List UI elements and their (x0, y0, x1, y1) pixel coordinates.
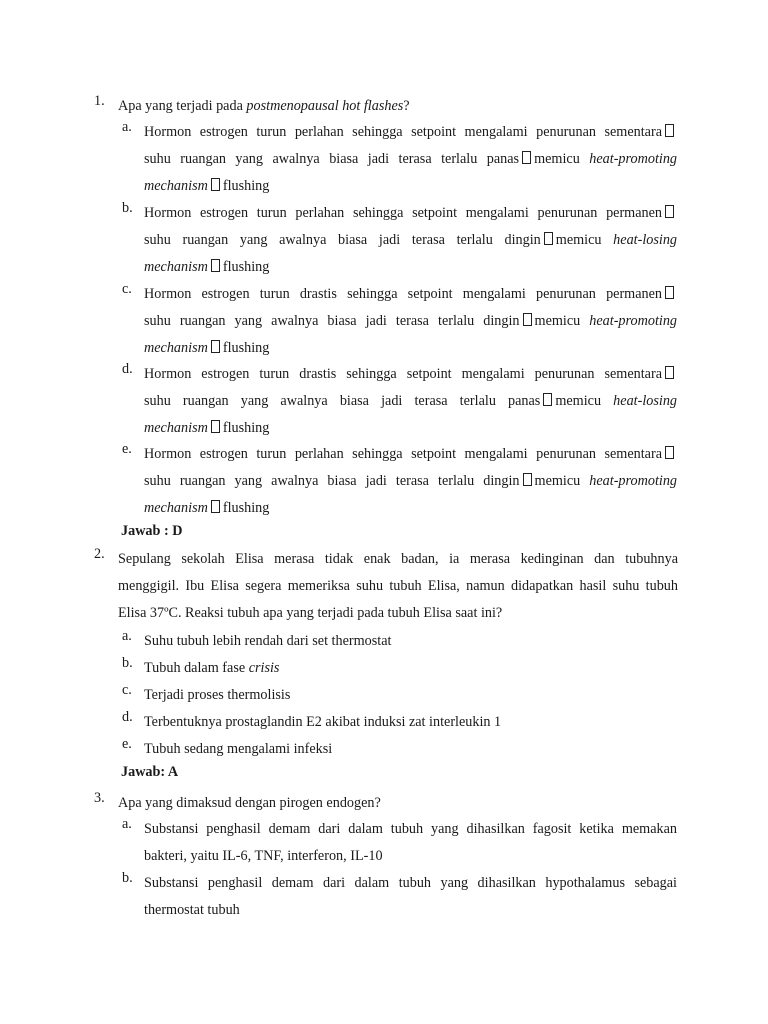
option-line (144, 495, 677, 522)
option-line (144, 335, 677, 362)
option-line-text: Hormon estrogen turun perlahan sehingga setpoint mengalami penurunan permanen (144, 205, 662, 221)
option-italic-term: heat-losing (613, 232, 678, 248)
question-number: 3. (94, 790, 105, 806)
option-line-text: memicu (555, 232, 614, 248)
option-line-text: suhu ruangan yang awalnya biasa jadi terasa terlalu dingin (144, 473, 520, 489)
option-line-text: Tubuh dalam fase (144, 660, 249, 676)
symbol-box-icon (665, 446, 674, 459)
option-line-text: suhu ruangan yang awalnya biasa jadi terasa terlalu dingin (144, 232, 541, 248)
symbol-box-icon (544, 232, 553, 245)
option-label: d. (122, 361, 133, 377)
option-label: a. (122, 628, 132, 644)
option-line: Substansi penghasil demam dari dalam tubuh yang dihasilkan hypothalamus sebagai (144, 875, 677, 891)
option-line-text: flushing (222, 340, 270, 356)
option-text (144, 281, 677, 362)
option-text (144, 709, 677, 736)
option-text (144, 361, 677, 442)
option-line (144, 441, 677, 468)
option-line (144, 227, 677, 254)
option-label: a. (122, 119, 132, 135)
option-line (144, 146, 677, 173)
option-line-text: memicu (555, 393, 614, 409)
option-text (144, 682, 677, 709)
option-line-text: flushing (222, 420, 270, 436)
option-line: bakteri, yaitu IL-6, TNF, interferon, IL-10 (144, 848, 383, 864)
option-line-text: flushing (222, 500, 270, 516)
option-label: d. (122, 709, 133, 725)
option-label: b. (122, 655, 133, 671)
symbol-box-icon (523, 313, 532, 326)
symbol-box-icon (665, 286, 674, 299)
option-italic-term: mechanism (144, 259, 208, 275)
symbol-box-icon (522, 151, 531, 164)
option-italic-term: crisis (248, 660, 280, 676)
option-line-text: suhu ruangan yang awalnya biasa jadi terasa terlalu dingin (144, 313, 520, 329)
option-line: thermostat tubuh (144, 902, 240, 918)
question-number: 2. (94, 546, 105, 562)
option-line (144, 254, 677, 281)
symbol-box-icon (211, 420, 220, 433)
option-line-text: flushing (222, 259, 270, 275)
option-line-text: Terbentuknya prostaglandin E2 akibat induksi zat interleukin 1 (144, 714, 502, 730)
option-line (144, 388, 677, 415)
option-line (144, 415, 677, 442)
option-italic-term: mechanism (144, 420, 208, 436)
symbol-box-icon (543, 393, 552, 406)
question-stem: Sepulang sekolah Elisa merasa tidak enak badan, ia merasa kedinginan dan tubuhnya menggigil. Ibu Elisa segera memeriksa suhu tubuh Elisa, namun didapatkan hasil suhu tubuh Elisa 37ºC. Reaksi tubuh apa yang terjadi pada tubuh Elisa saat ini? (118, 551, 678, 621)
option-line (144, 200, 677, 227)
option-line-text: Hormon estrogen turun drastis sehingga setpoint mengalami penurunan permanen (144, 286, 662, 302)
option-italic-term: mechanism (144, 178, 208, 194)
symbol-box-icon (523, 473, 532, 486)
option-italic-term: heat-promoting (589, 473, 678, 489)
option-line-text: Hormon estrogen turun drastis sehingga setpoint mengalami penurunan sementara (144, 366, 662, 382)
option-line (144, 281, 677, 308)
option-line-text: Terjadi proses thermolisis (144, 687, 291, 703)
option-label: b. (122, 870, 133, 886)
question-stem: Apa yang dimaksud dengan pirogen endogen? (118, 795, 381, 811)
answer-key: Jawab : D (121, 523, 183, 539)
option-line-text: Tubuh sedang mengalami infeksi (144, 741, 333, 757)
option-text (144, 870, 677, 924)
option-line-text: Hormon estrogen turun perlahan sehingga setpoint mengalami penurunan sementara (144, 446, 662, 462)
option-label: c. (122, 281, 132, 297)
answer-key: Jawab: A (121, 764, 179, 780)
option-text (144, 200, 677, 281)
option-text (144, 441, 677, 522)
option-line-text: Suhu tubuh lebih rendah dari set thermostat (144, 633, 392, 649)
option-italic-term: mechanism (144, 340, 208, 356)
symbol-box-icon (211, 340, 220, 353)
option-line (144, 308, 677, 335)
option-line (144, 119, 677, 146)
option-line (144, 361, 677, 388)
option-line-text: memicu (534, 151, 590, 167)
symbol-box-icon (665, 205, 674, 218)
option-line-text: flushing (222, 178, 270, 194)
option-label: c. (122, 682, 132, 698)
option-text (144, 816, 677, 870)
option-label: e. (122, 441, 132, 457)
symbol-box-icon (211, 259, 220, 272)
option-text (144, 628, 677, 655)
question-stem: Apa yang terjadi pada postmenopausal hot flashes? (118, 98, 410, 114)
option-label: b. (122, 200, 133, 216)
option-line-text: suhu ruangan yang awalnya biasa jadi terasa terlalu panas (144, 151, 520, 167)
option-line: Substansi penghasil demam dari dalam tubuh yang dihasilkan fagosit ketika memakan (144, 821, 677, 837)
option-line-text: suhu ruangan yang awalnya biasa jadi terasa terlalu panas (144, 393, 541, 409)
option-line-text: memicu (534, 473, 590, 489)
option-label: e. (122, 736, 132, 752)
option-italic-term: heat-losing (613, 393, 678, 409)
option-text (144, 736, 677, 763)
option-text (144, 655, 677, 682)
symbol-box-icon (211, 178, 220, 191)
option-text (144, 119, 677, 200)
question-number: 1. (94, 93, 105, 109)
option-label: a. (122, 816, 132, 832)
option-line (144, 173, 677, 200)
option-line-text: memicu (534, 313, 590, 329)
symbol-box-icon (665, 124, 674, 137)
symbol-box-icon (665, 366, 674, 379)
option-italic-term: heat-promoting (589, 313, 678, 329)
option-line (144, 468, 677, 495)
option-line-text: Hormon estrogen turun perlahan sehingga setpoint mengalami penurunan sementara (144, 124, 662, 140)
symbol-box-icon (211, 500, 220, 513)
option-italic-term: heat-promoting (589, 151, 678, 167)
option-italic-term: mechanism (144, 500, 208, 516)
